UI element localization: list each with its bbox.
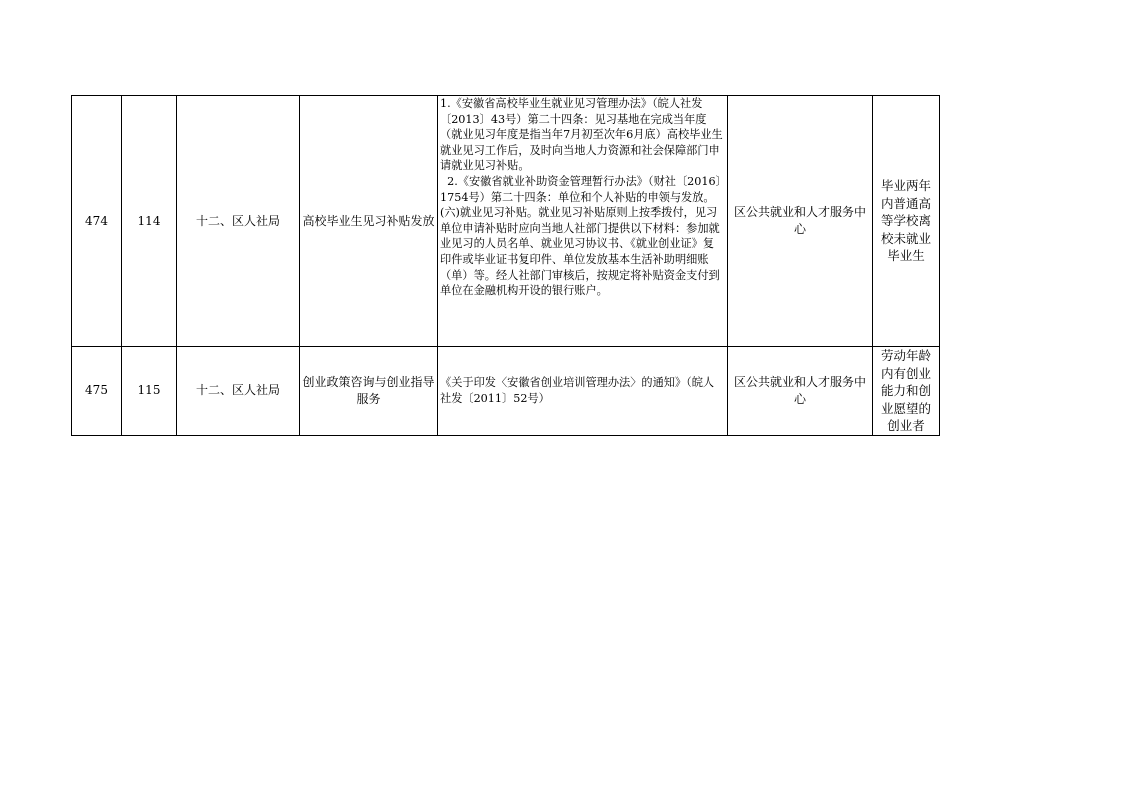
basis-paragraph: 2.《安徽省就业补助资金管理暂行办法》（财社〔2016〕1754号）第二十四条：单位和个人补贴的申领与发放。(六)就业见习补贴。就业见习补贴原则上按季拨付，见习单位申请补贴时应向当地人社部门提供以下材料：参加就业见习的人员名单、就业见习协议书、《就业创业证》复印件或毕业证书复印件、单位发放基本生活补助明细账（单）等。经人社部门审核后，按规定将补贴资金支付到单位在金融机构开设的银行账户。 [440, 174, 722, 298]
item-name-cell: 创业政策咨询与创业指导服务 [300, 347, 438, 436]
table-row [72, 347, 940, 436]
provider-cell: 区公共就业和人才服务中心 [728, 347, 873, 436]
seq-cell: 474 [72, 96, 122, 347]
basis-cell [438, 96, 728, 347]
department-cell: 十二、区人社局 [177, 347, 300, 436]
item-name-cell: 高校毕业生见习补贴发放 [300, 96, 438, 347]
department-cell: 十二、区人社局 [177, 96, 300, 347]
target-cell: 毕业两年内普通高等学校离校未就业毕业生 [873, 96, 940, 347]
provider-cell: 区公共就业和人才服务中心 [728, 96, 873, 347]
sub-seq-cell: 114 [122, 96, 177, 347]
basis-paragraph: 《关于印发〈安徽省创业培训管理办法〉的通知》（皖人社发〔2011〕52号） [440, 376, 715, 405]
service-list-table [71, 95, 940, 436]
sub-seq-cell: 115 [122, 347, 177, 436]
seq-cell: 475 [72, 347, 122, 436]
table-row [72, 96, 940, 347]
basis-cell [438, 347, 728, 436]
basis-paragraph: 1.《安徽省高校毕业生就业见习管理办法》（皖人社发〔2013〕43号）第二十四条：见习基地在完成当年度（就业见习年度是指当年7月初至次年6月底）高校毕业生就业见习工作后，及时向当地人力资源和社会保障部门申请就业见习补贴。 [440, 97, 723, 173]
target-cell: 劳动年龄内有创业能力和创业愿望的创业者 [873, 347, 940, 436]
